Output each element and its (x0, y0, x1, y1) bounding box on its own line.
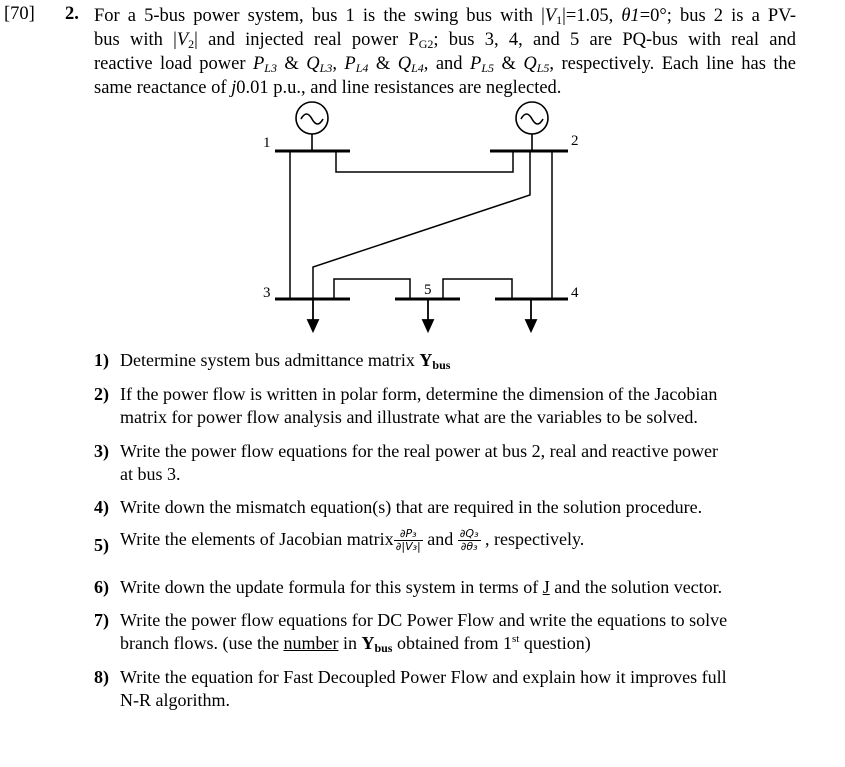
fraction-dP3-dV3: $\frac{\text{∂P₃}}{\text{∂|V₃|}}$ (395, 527, 421, 554)
bus-label-5: 5 (424, 282, 432, 298)
bus-label-3: 3 (263, 285, 271, 301)
line-1-2 (336, 151, 513, 172)
intro-line-2: bus with $|V_2|$ and injected real power $P_{G2}$; bus 3, 4, and 5 are PQ-bus with real and (94, 30, 796, 51)
marks-label: [70] (4, 4, 35, 24)
intro-line-4: same reactance of j0.01 p.u., and line resistances are neglected. (94, 78, 562, 98)
load-bus-4-icon (526, 320, 536, 331)
line-2-3 (313, 151, 530, 299)
line-3-5 (334, 279, 410, 299)
intro-line-3: reactive load power $P_{L3}$ & $Q_{L3}$, $P_{L4}$ & $Q_{L4}$, and $P_{L5}$ & $Q_{L5}$, respectively. Each line has the (94, 54, 797, 75)
intro-line-1: For a 5-bus power system, bus 1 is the swing bus with $|V_1|=1.05$, θ1=0°; bus 2 is a PV- (94, 6, 796, 27)
one-line-diagram (0, 0, 845, 350)
bus-label-4: 4 (571, 285, 579, 301)
bus-label-2: 2 (571, 133, 579, 149)
fraction-dQ3-dtheta3: $\frac{\text{∂Q₃}}{\text{∂θ₃}}$ (459, 527, 479, 554)
bus-label-1: 1 (263, 135, 271, 151)
load-bus-5-icon (423, 320, 433, 331)
question-number: 2. (65, 4, 79, 24)
load-bus-3-icon (308, 320, 318, 331)
line-5-4 (443, 279, 512, 299)
